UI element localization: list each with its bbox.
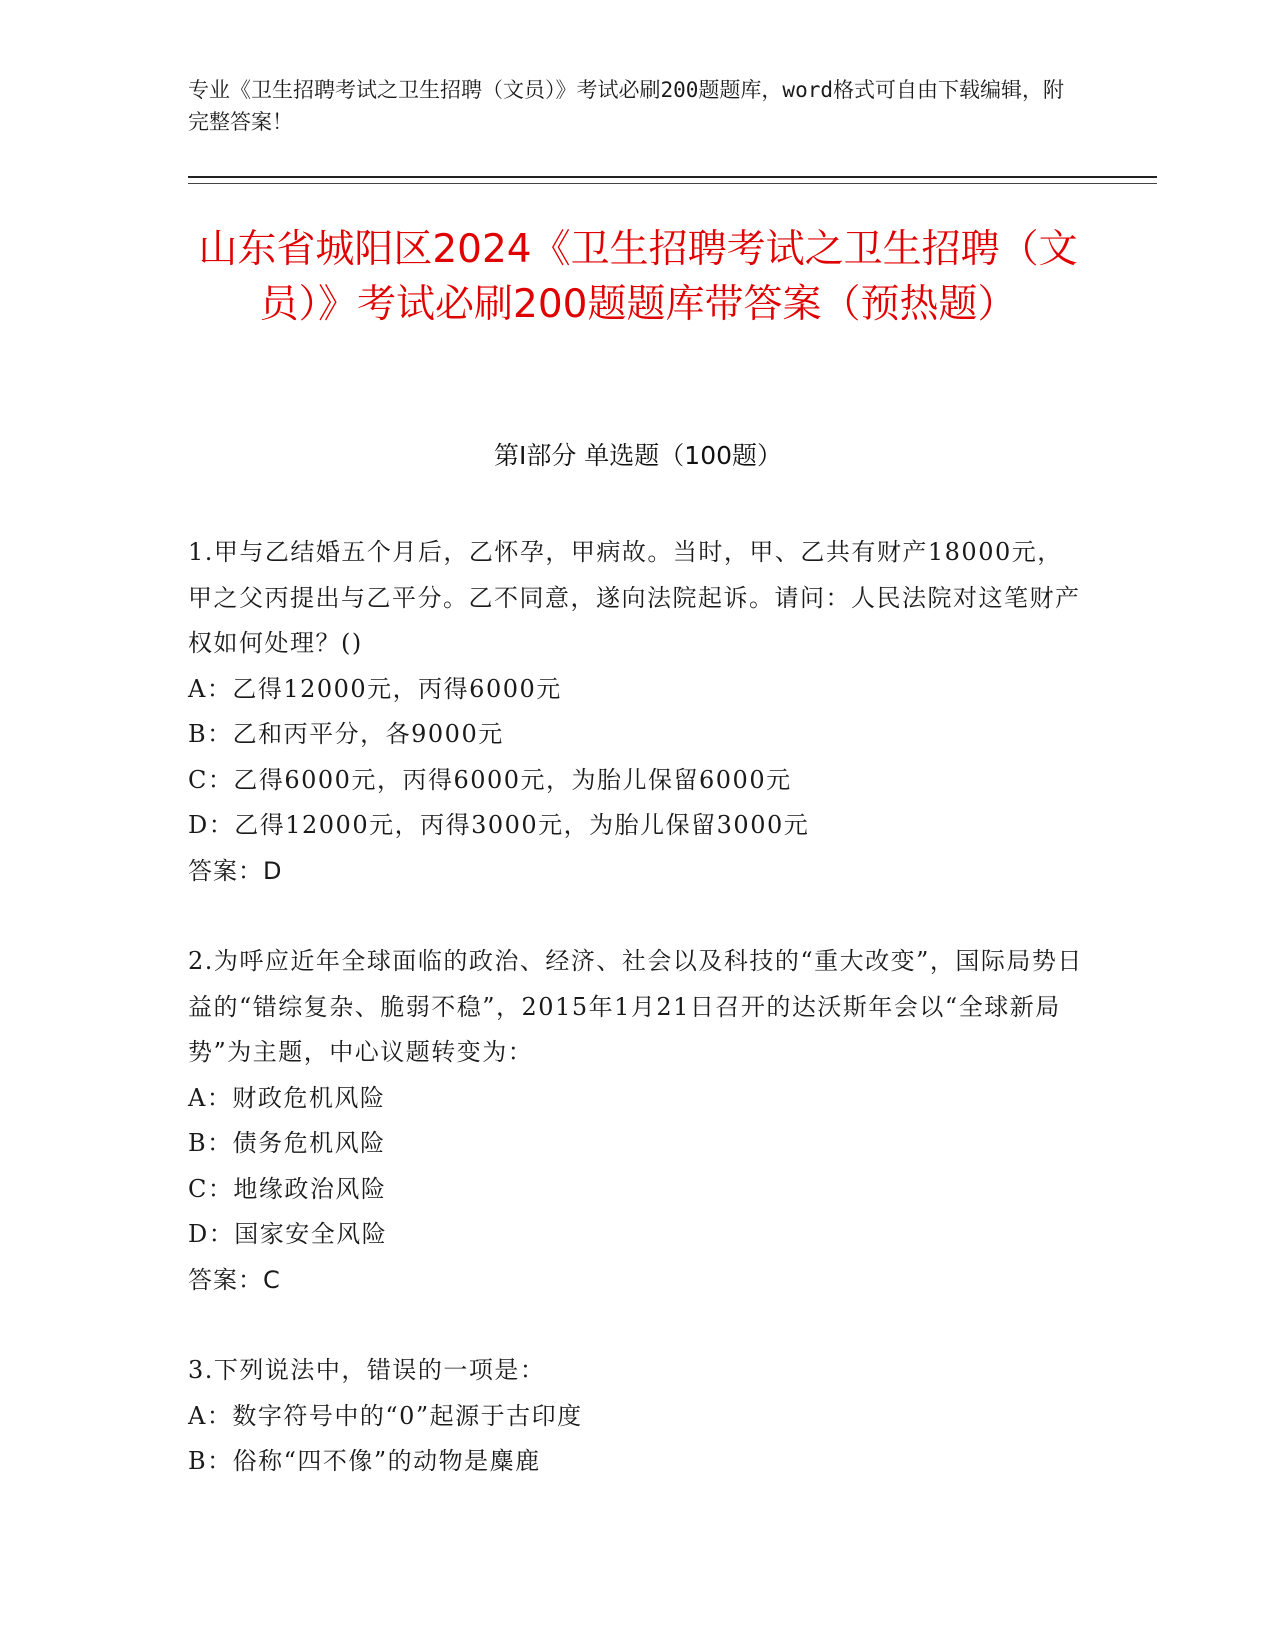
question-stem: 3.下列说法中，错误的一项是： xyxy=(188,1356,546,1384)
option-b: B：乙和丙平分，各9000元 xyxy=(188,720,504,748)
answer: 答案：C xyxy=(188,1265,281,1294)
question-stem: 1.甲与乙结婚五个月后，乙怀孕，甲病故。当时，甲、乙共有财产18000元，甲之父丙提出与乙平分。乙不同意，遂向法院起诉。请问：人民法院对这笔财产权如何处理？() xyxy=(188,538,1081,657)
question-2 xyxy=(188,939,1088,1303)
answer: 答案：D xyxy=(188,856,283,885)
option-a: A：乙得12000元，丙得6000元 xyxy=(188,674,562,703)
header-divider-thin xyxy=(188,183,1157,184)
header-note: 专业《卫生招聘考试之卫生招聘（文员）》考试必刷200题题库，word格式可自由下载编辑，附完整答案！ xyxy=(188,78,1064,134)
option-c: C：乙得6000元，丙得6000元，为胎儿保留6000元 xyxy=(188,765,792,794)
question-3 xyxy=(188,1348,1088,1485)
section-heading: 第Ⅰ部分 单选题（100题） xyxy=(493,441,783,470)
option-d: D：国家安全风险 xyxy=(188,1220,388,1248)
option-c: C：地缘政治风险 xyxy=(188,1174,387,1203)
option-b: B：俗称“四不像”的动物是麋鹿 xyxy=(188,1447,541,1475)
option-a: A：财政危机风险 xyxy=(188,1083,386,1112)
option-b: B：债务危机风险 xyxy=(188,1129,386,1157)
question-list xyxy=(188,530,1088,1530)
option-d: D：乙得12000元，丙得3000元，为胎儿保留3000元 xyxy=(188,811,810,839)
option-a: A：数字符号中的“0”起源于古印度 xyxy=(188,1401,583,1430)
header-divider-thick xyxy=(188,176,1157,178)
document-title: 山东省城阳区2024《卫生招聘考试之卫生招聘（文员）》考试必刷200题题库带答案（预热题） xyxy=(198,227,1078,327)
question-1 xyxy=(188,530,1088,894)
question-stem: 2.为呼应近年全球面临的政治、经济、社会以及科技的“重大改变”，国际局势日益的“错综复杂、脆弱不稳”，2015年1月21日召开的达沃斯年会以“全球新局势”为主题，中心议题转变为： xyxy=(188,947,1083,1066)
